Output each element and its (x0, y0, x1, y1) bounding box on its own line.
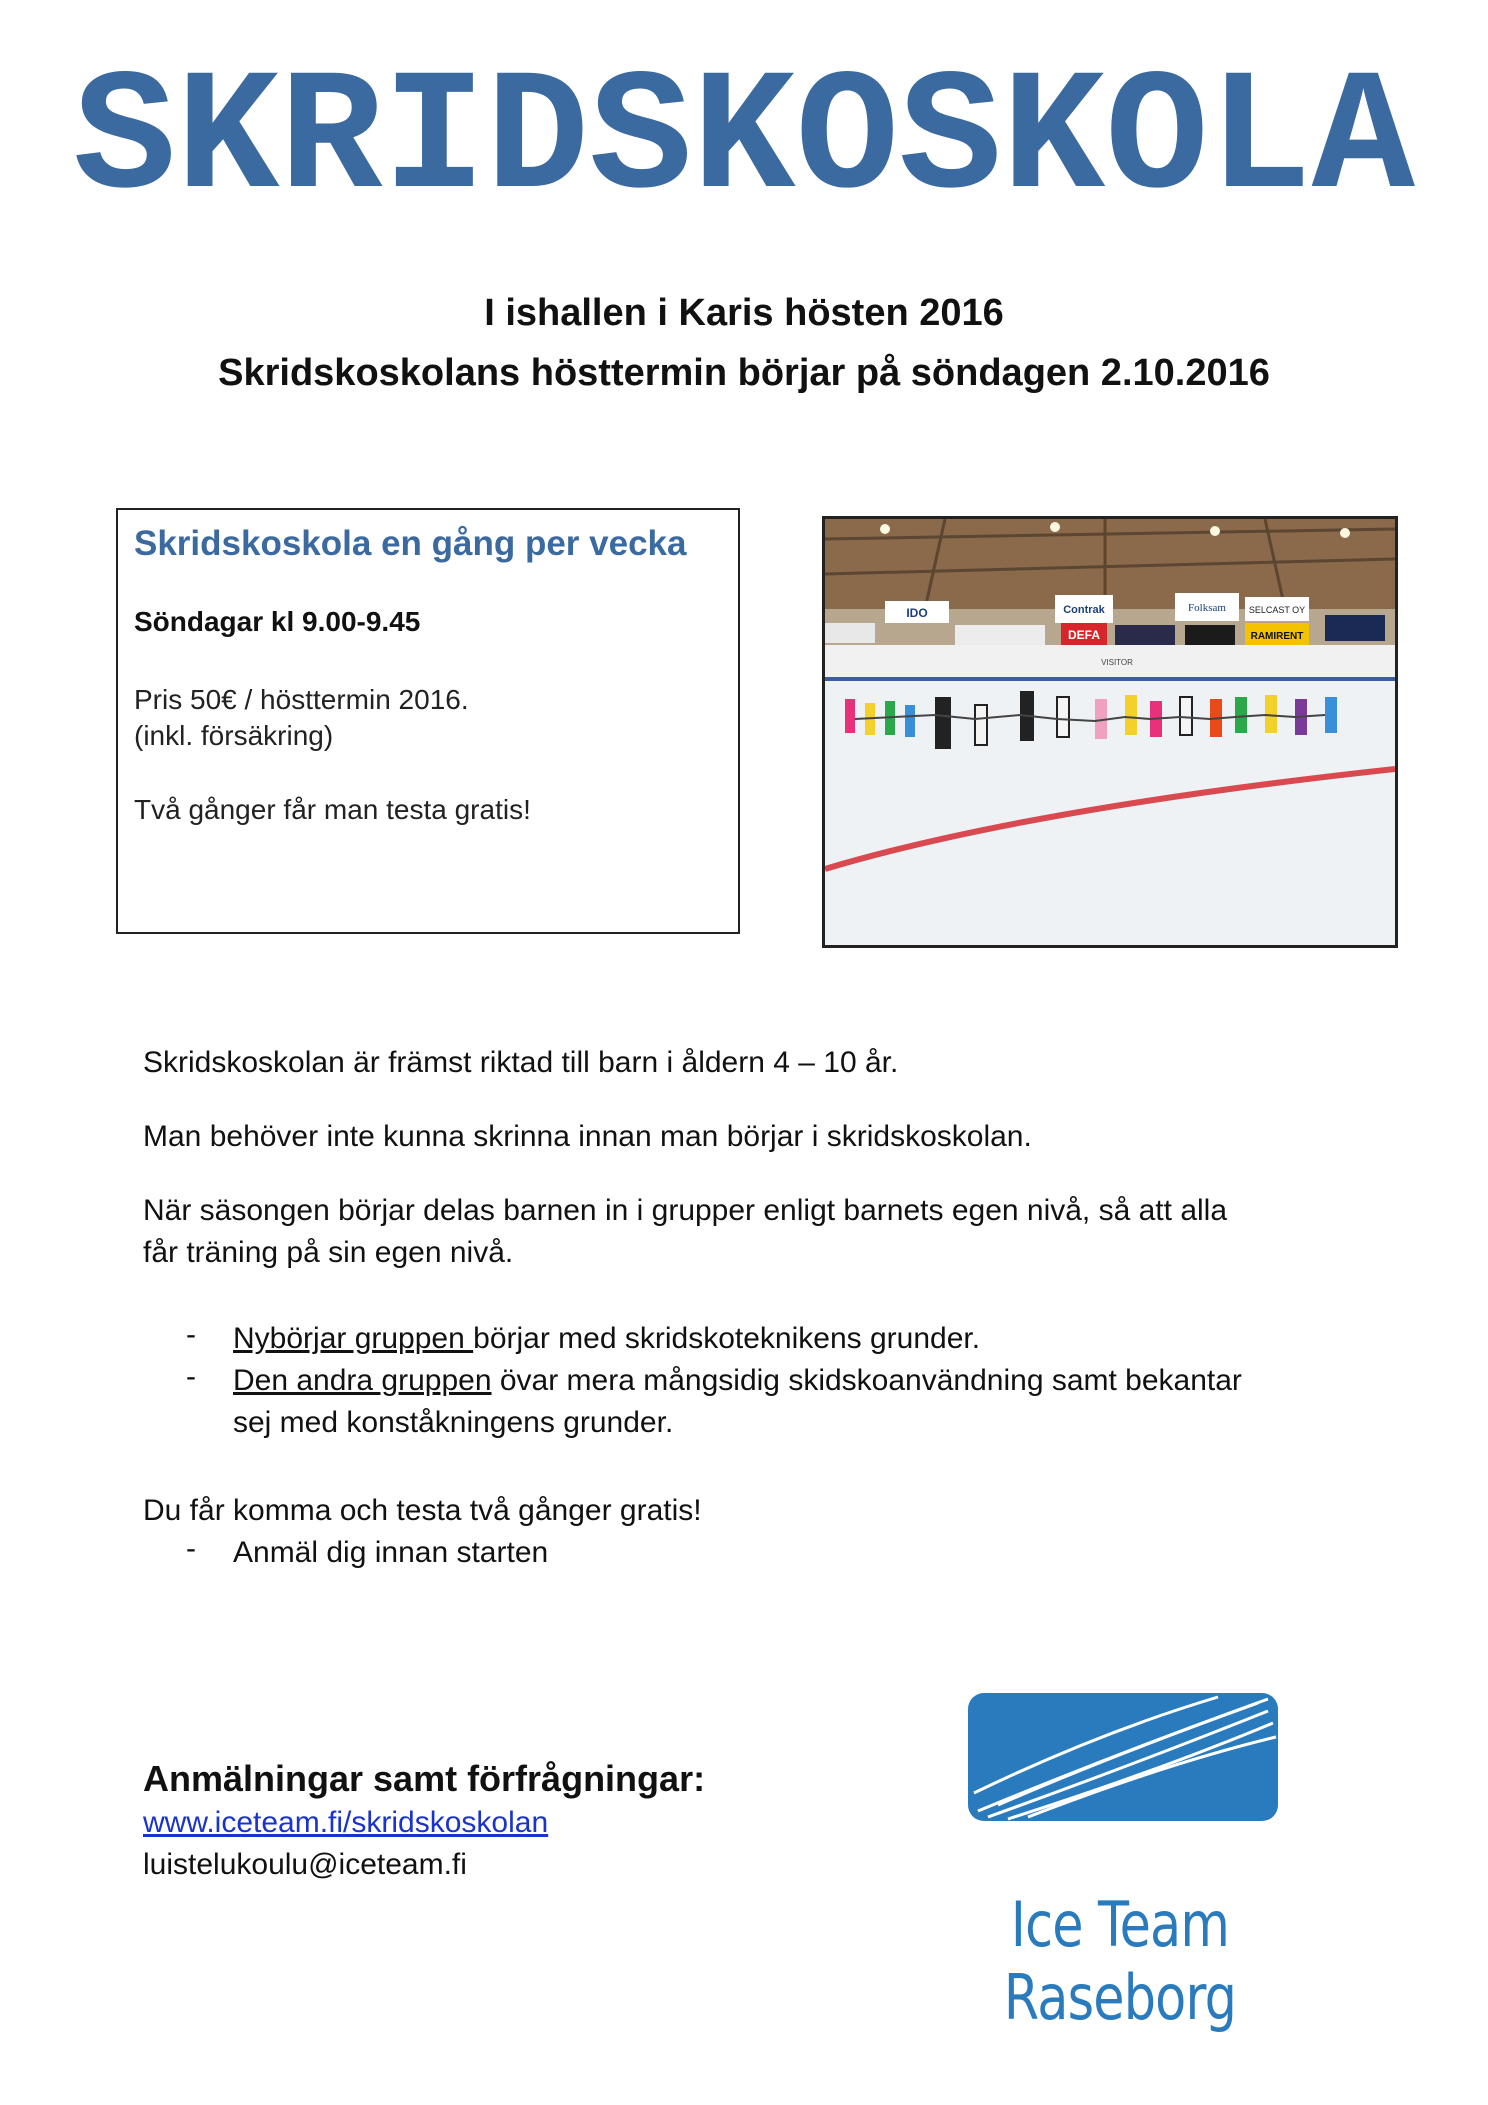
banner-ido: IDO (906, 606, 928, 620)
groups-intro-line1: När säsongen börjar delas barnen in i grupper enligt barnets egen nivå, så att alla (143, 1194, 1228, 1227)
ice-rink-photo (822, 516, 1398, 948)
subheading-location: I ishallen i Karis hösten 2016 (484, 292, 1004, 334)
second-group-text-cont: sej med konståkningens grunder. (233, 1406, 674, 1439)
info-box-time: Söndagar kl 9.00-9.45 (134, 606, 421, 637)
info-box-price: Pris 50€ / hösttermin 2016. (134, 684, 469, 715)
no-experience-text: Man behöver inte kunna skrinna innan man börjar i skridskoskolan. (143, 1120, 1032, 1153)
banner-ramirent: RAMIRENT (1250, 631, 1304, 642)
subheading-start-date: Skridskoskolans hösttermin börjar på söndagen 2.10.2016 (218, 352, 1270, 394)
contact-email: luistelukoulu@iceteam.fi (143, 1848, 467, 1881)
groups-intro-line2: får träning på sin egen nivå. (143, 1236, 514, 1269)
contact-heading: Anmälningar samt förfrågningar: (143, 1758, 706, 1799)
target-age-text: Skridskoskolan är främst riktad till barn i åldern 4 – 10 år. (143, 1046, 899, 1079)
banner-selcast: SELCAST OY (1248, 605, 1306, 615)
info-box-insurance: (inkl. försäkring) (134, 720, 334, 751)
list-dash: - (186, 1532, 196, 1565)
banner-folksam: Folksam (1188, 602, 1226, 614)
poster-title: SKRIDSKOSKOLA (73, 43, 1415, 238)
banner-defa: DEFA (1067, 628, 1101, 642)
signup-link[interactable]: www.iceteam.fi/skridskoskolan (143, 1806, 549, 1839)
second-group-name: Den andra gruppen (233, 1364, 492, 1397)
info-box-heading: Skridskoskola en gång per vecka (134, 524, 687, 563)
list-dash: - (186, 1318, 196, 1351)
ice-rink-illustration (825, 519, 1395, 945)
beginner-group-text: börjar med skridskoteknikens grunder. (473, 1322, 981, 1355)
beginner-group-name: Nybörjar gruppen (233, 1322, 474, 1355)
banner-contrak: Contrak (1063, 604, 1105, 616)
info-box-free-trial: Två gånger får man testa gratis! (134, 794, 531, 825)
list-item-beginner (233, 1318, 980, 1360)
list-dash: - (186, 1360, 196, 1393)
signup-note: Anmäl dig innan starten (233, 1536, 549, 1569)
ice-team-logo-icon (968, 1693, 1278, 1821)
logo-wordmark: Ice Team Raseborg (1003, 1888, 1237, 2034)
list-item-second-group (233, 1360, 1242, 1402)
second-group-text: övar mera mångsidig skidskoanvändning samt bekantar (491, 1364, 1242, 1397)
free-trial-text: Du får komma och testa två gånger gratis! (143, 1494, 702, 1527)
banner-visitor: VISITOR (1101, 658, 1133, 667)
